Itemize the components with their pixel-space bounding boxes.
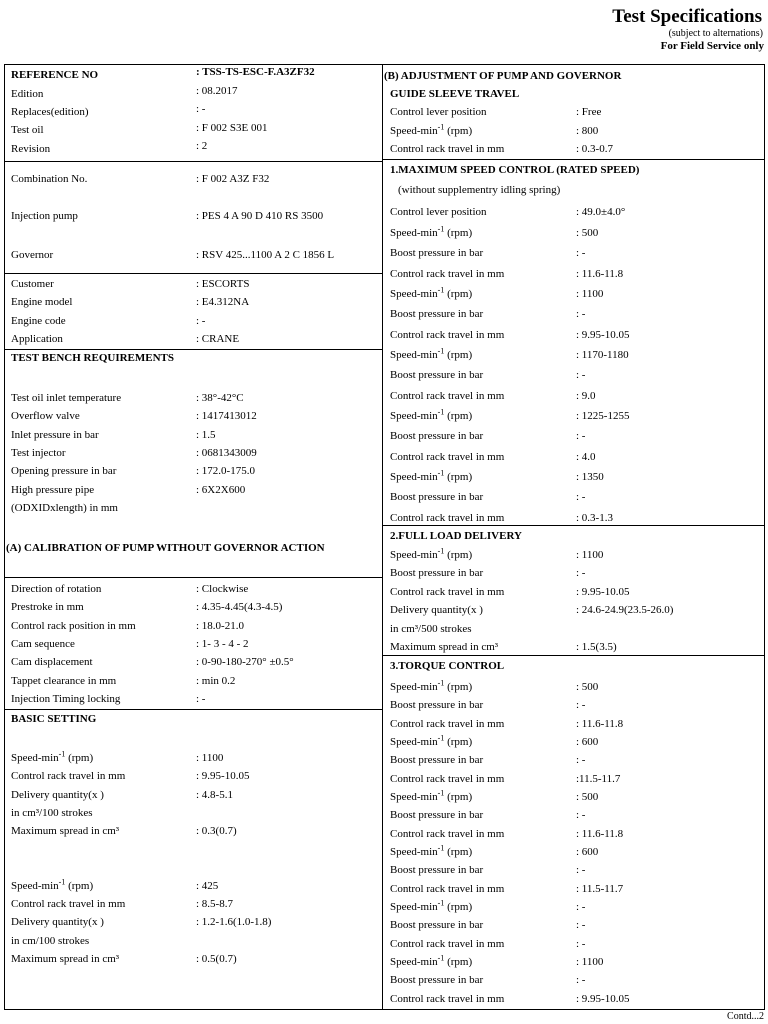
overflow-value: : 1417413012 — [196, 410, 257, 422]
speed-value: : 1350 — [576, 471, 604, 483]
full-spread-value: : 1.5(3.5) — [576, 641, 617, 653]
full-spread-label: Maximum spread in cm³ — [390, 641, 499, 653]
governor-label: Governor — [11, 249, 54, 261]
b1-spread-label: Maximum spread in cm³ — [11, 825, 120, 837]
lever-value: : Free — [576, 106, 602, 118]
divider — [4, 161, 383, 162]
b1-rack-label: Control rack travel in mm — [11, 770, 126, 782]
divider — [382, 655, 765, 656]
timing-value: : - — [196, 693, 206, 705]
b2-speed-value: : 425 — [196, 880, 219, 892]
full-delivery-value: : 24.6-24.9(23.5-26.0) — [576, 604, 674, 616]
test-oil-value: : F 002 S3E 001 — [196, 122, 268, 134]
page-subtitle: (subject to alternations) — [668, 28, 763, 39]
hp-pipe-value: : 6X2X600 — [196, 484, 246, 496]
edition-value: : 08.2017 — [196, 85, 238, 97]
customer-label: Customer — [11, 278, 54, 290]
b1-spread-value: : 0.3(0.7) — [196, 825, 237, 837]
prestroke-value: : 4.35-4.45(4.3-4.5) — [196, 601, 283, 613]
full-boost-label: Boost pressure in bar — [390, 567, 484, 579]
max-lever-label: Control lever position — [390, 206, 487, 218]
speed-value: : 1225-1255 — [576, 410, 630, 422]
oil-temp-value: : 38°-42°C — [196, 392, 244, 404]
speed-value: : 500 — [576, 227, 599, 239]
full-delivery-label: Delivery quantity(x ) — [390, 604, 483, 616]
oil-temp-label: Test oil inlet temperature — [11, 392, 122, 404]
rack-value: : 11.6-11.8 — [576, 717, 624, 730]
boost-label: Boost pressure in bar — [390, 308, 484, 321]
full-delivery-unit: in cm³/500 strokes — [390, 623, 472, 635]
rack-value: : 11.5-11.7 — [576, 882, 624, 895]
speed-value: : 1100 — [576, 288, 604, 300]
engine-code-label: Engine code — [11, 315, 66, 327]
field-service-note: For Field Service only — [660, 40, 764, 52]
speed-label: Speed-$\min^{-1}$ (rpm) — [390, 285, 473, 300]
test-injector-value: : 0681343009 — [196, 447, 257, 459]
prestroke-label: Prestroke in mm — [11, 601, 84, 613]
application-label: Application — [11, 333, 63, 345]
boost-label: Boost pressure in bar — [390, 699, 484, 712]
boost-value: : - — [576, 699, 586, 712]
injection-pump-label: Injection pump — [11, 210, 78, 222]
replaces-label: Replaces(edition) — [11, 106, 89, 118]
engine-model-label: Engine model — [11, 296, 73, 308]
rack-label: Control rack travel in mm — [390, 511, 505, 524]
speed-value: : 500 — [576, 791, 599, 803]
speed-label: Speed-$\min^{-1}$ (rpm) — [390, 898, 473, 913]
rack-value: : 9.95-10.05 — [576, 992, 630, 1005]
boost-value: : - — [576, 864, 586, 877]
boost-value: : - — [576, 308, 586, 321]
combination-label: Combination No. — [11, 173, 88, 185]
divider — [382, 525, 765, 526]
speed-value: : 500 — [576, 681, 599, 693]
boost-label: Boost pressure in bar — [390, 974, 484, 987]
edition-label: Edition — [11, 88, 44, 100]
boost-label: Boost pressure in bar — [390, 491, 484, 504]
speed-label: Speed-$\min^{-1}$ (rpm) — [390, 224, 473, 239]
speed-label: Speed-$\min^{-1}$ (rpm) — [390, 468, 473, 483]
page-title: Test Specifications — [612, 6, 762, 27]
engine-model-value: : E4.312NA — [196, 296, 250, 308]
speed-label: Speed-$\min^{-1}$ (rpm) — [390, 407, 473, 422]
b1-delivery-label: Delivery quantity(x ) — [11, 789, 104, 801]
application-value: : CRANE — [196, 333, 240, 345]
b1-rack-value: : 9.95-10.05 — [196, 770, 250, 782]
basic-setting-heading: BASIC SETTING — [11, 713, 97, 725]
rack-label: Control rack travel in mm — [390, 389, 505, 402]
speed-value: : 1170-1180 — [576, 349, 629, 361]
overflow-label: Overflow valve — [11, 410, 80, 422]
rack-label: Control rack travel in mm — [390, 450, 505, 463]
speed-value: : - — [576, 901, 586, 913]
boost-value: : - — [576, 809, 586, 822]
speed-value: : 1100 — [576, 956, 604, 968]
speed-label: Speed-$\min^{-1}$ (rpm) — [390, 953, 473, 968]
inlet-pressure-value: : 1.5 — [196, 429, 216, 441]
full-load-heading: 2.FULL LOAD DELIVERY — [390, 530, 522, 542]
boost-label: Boost pressure in bar — [390, 754, 484, 767]
rotation-value: : Clockwise — [196, 583, 249, 595]
injection-pump-value: : PES 4 A 90 D 410 RS 3500 — [196, 210, 324, 222]
rack-label: Control rack travel in mm — [390, 992, 505, 1005]
rack-label: Control rack travel in mm — [390, 717, 505, 730]
reference-value: : TSS-TS-ESC-F.A3ZF32 — [196, 66, 315, 78]
rack-label: Control rack travel in mm — [390, 772, 505, 785]
cam-sequence-value: : 1- 3 - 4 - 2 — [196, 638, 249, 650]
test-injector-label: Test injector — [11, 447, 66, 459]
max-speed-heading: 1.MAXIMUM SPEED CONTROL (RATED SPEED) — [390, 164, 640, 176]
speed-label: Speed-$\min^{-1}$ (rpm) — [390, 678, 473, 693]
cam-sequence-label: Cam sequence — [11, 638, 75, 650]
divider — [382, 159, 765, 160]
divider — [4, 273, 383, 274]
inlet-pressure-label: Inlet pressure in bar — [11, 429, 99, 441]
speed-label: Speed-$\min^{-1}$ (rpm) — [390, 346, 473, 361]
test-bench-heading: TEST BENCH REQUIREMENTS — [11, 352, 175, 364]
b1-speed-value: : 1100 — [196, 752, 224, 764]
b1-speed-label: Speed-$\min^{-1}$ (rpm) — [11, 749, 94, 764]
b2-delivery-unit: in cm/100 strokes — [11, 935, 90, 947]
cam-displacement-label: Cam displacement — [11, 656, 93, 668]
boost-label: Boost pressure in bar — [390, 919, 484, 932]
guide-sleeve-heading: GUIDE SLEEVE TRAVEL — [390, 88, 520, 100]
engine-code-value: : - — [196, 315, 206, 327]
guide-speed-value: : 800 — [576, 125, 599, 137]
tappet-label: Tappet clearance in mm — [11, 675, 117, 687]
rack-position-value: : 18.0-21.0 — [196, 620, 244, 632]
left-column-frame — [4, 64, 383, 1010]
max-speed-subheading: (without supplementry idling spring) — [398, 184, 561, 196]
boost-value: : - — [576, 491, 586, 504]
b1-delivery-value: : 4.8-5.1 — [196, 789, 233, 801]
boost-value: : - — [576, 247, 586, 260]
boost-value: : - — [576, 754, 586, 767]
boost-value: : - — [576, 369, 586, 382]
combination-value: : F 002 A3Z F32 — [196, 173, 270, 185]
rack-label: Control rack travel in mm — [390, 267, 505, 280]
timing-label: Injection Timing locking — [11, 693, 121, 705]
rack-label: Control rack travel in mm — [390, 937, 505, 950]
speed-label: Speed-$\min^{-1}$ (rpm) — [390, 843, 473, 858]
b2-speed-label: Speed-$\min^{-1}$ (rpm) — [11, 877, 94, 892]
boost-label: Boost pressure in bar — [390, 430, 484, 443]
customer-value: : ESCORTS — [196, 278, 250, 290]
b1-delivery-unit: in cm³/100 strokes — [11, 807, 93, 819]
rack-label: Control rack travel in mm — [390, 827, 505, 840]
guide-rack-label: Control rack travel in mm — [390, 143, 505, 155]
full-rack-value: : 9.95-10.05 — [576, 586, 630, 598]
rack-value: : 4.0 — [576, 450, 596, 463]
b2-spread-value: : 0.5(0.7) — [196, 953, 237, 965]
guide-speed-label: Speed-$\min^{-1}$ (rpm) — [390, 122, 473, 137]
b2-spread-label: Maximum spread in cm³ — [11, 953, 120, 965]
b2-delivery-label: Delivery quantity(x ) — [11, 916, 104, 928]
rack-value: :11.5-11.7 — [576, 772, 621, 785]
tappet-value: : min 0.2 — [196, 675, 236, 687]
boost-label: Boost pressure in bar — [390, 247, 484, 260]
replaces-value: : - — [196, 103, 206, 115]
opening-pressure-value: : 172.0-175.0 — [196, 465, 255, 477]
speed-value: : 600 — [576, 846, 599, 858]
revision-value: : 2 — [196, 140, 208, 152]
divider — [4, 577, 383, 578]
b2-rack-label: Control rack travel in mm — [11, 898, 126, 910]
rack-label: Control rack travel in mm — [390, 882, 505, 895]
boost-label: Boost pressure in bar — [390, 809, 484, 822]
b2-rack-value: : 8.5-8.7 — [196, 898, 233, 910]
speed-label: Speed-$\min^{-1}$ (rpm) — [390, 733, 473, 748]
boost-label: Boost pressure in bar — [390, 369, 484, 382]
boost-value: : - — [576, 919, 586, 932]
full-speed-value: : 1100 — [576, 549, 604, 561]
speed-label: Speed-$\min^{-1}$ (rpm) — [390, 788, 473, 803]
rack-value: : 11.6-11.8 — [576, 267, 624, 280]
speed-value: : 600 — [576, 736, 599, 748]
divider — [4, 709, 383, 710]
hp-pipe-label: High pressure pipe — [11, 484, 95, 496]
divider — [4, 349, 383, 350]
hp-pipe-unit-label: (ODXIDxlength) in mm — [11, 502, 118, 514]
rack-label: Control rack travel in mm — [390, 328, 505, 341]
cam-displacement-value: : 0-90-180-270° ±0.5° — [196, 656, 294, 668]
rack-value: : 9.95-10.05 — [576, 328, 630, 341]
adjustment-heading: (B) ADJUSTMENT OF PUMP AND GOVERNOR — [384, 70, 622, 82]
full-boost-value: : - — [576, 567, 586, 579]
rotation-label: Direction of rotation — [11, 583, 102, 595]
full-speed-label: Speed-$\min^{-1}$ (rpm) — [390, 546, 473, 561]
revision-label: Revision — [11, 143, 51, 155]
rack-value: : - — [576, 937, 586, 950]
governor-value: : RSV 425...1100 A 2 C 1856 L — [196, 249, 335, 261]
b2-delivery-value: : 1.2-1.6(1.0-1.8) — [196, 916, 272, 928]
continued-note: Contd...2 — [727, 1011, 764, 1022]
rack-value: : 0.3-1.3 — [576, 511, 613, 524]
boost-label: Boost pressure in bar — [390, 864, 484, 877]
rack-value: : 9.0 — [576, 389, 596, 402]
test-oil-label: Test oil — [11, 124, 44, 136]
guide-rack-value: : 0.3-0.7 — [576, 143, 613, 155]
torque-control-heading: 3.TORQUE CONTROL — [390, 660, 505, 672]
rack-position-label: Control rack position in mm — [11, 620, 136, 632]
boost-value: : - — [576, 974, 586, 987]
boost-value: : - — [576, 430, 586, 443]
reference-label: REFERENCE NO — [11, 69, 99, 81]
rack-value: : 11.6-11.8 — [576, 827, 624, 840]
lever-label: Control lever position — [390, 106, 487, 118]
max-lever-value: : 49.0±4.0° — [576, 206, 626, 218]
full-rack-label: Control rack travel in mm — [390, 586, 505, 598]
calibration-heading: (A) CALIBRATION OF PUMP WITHOUT GOVERNOR ACTION — [6, 542, 325, 554]
opening-pressure-label: Opening pressure in bar — [11, 465, 117, 477]
